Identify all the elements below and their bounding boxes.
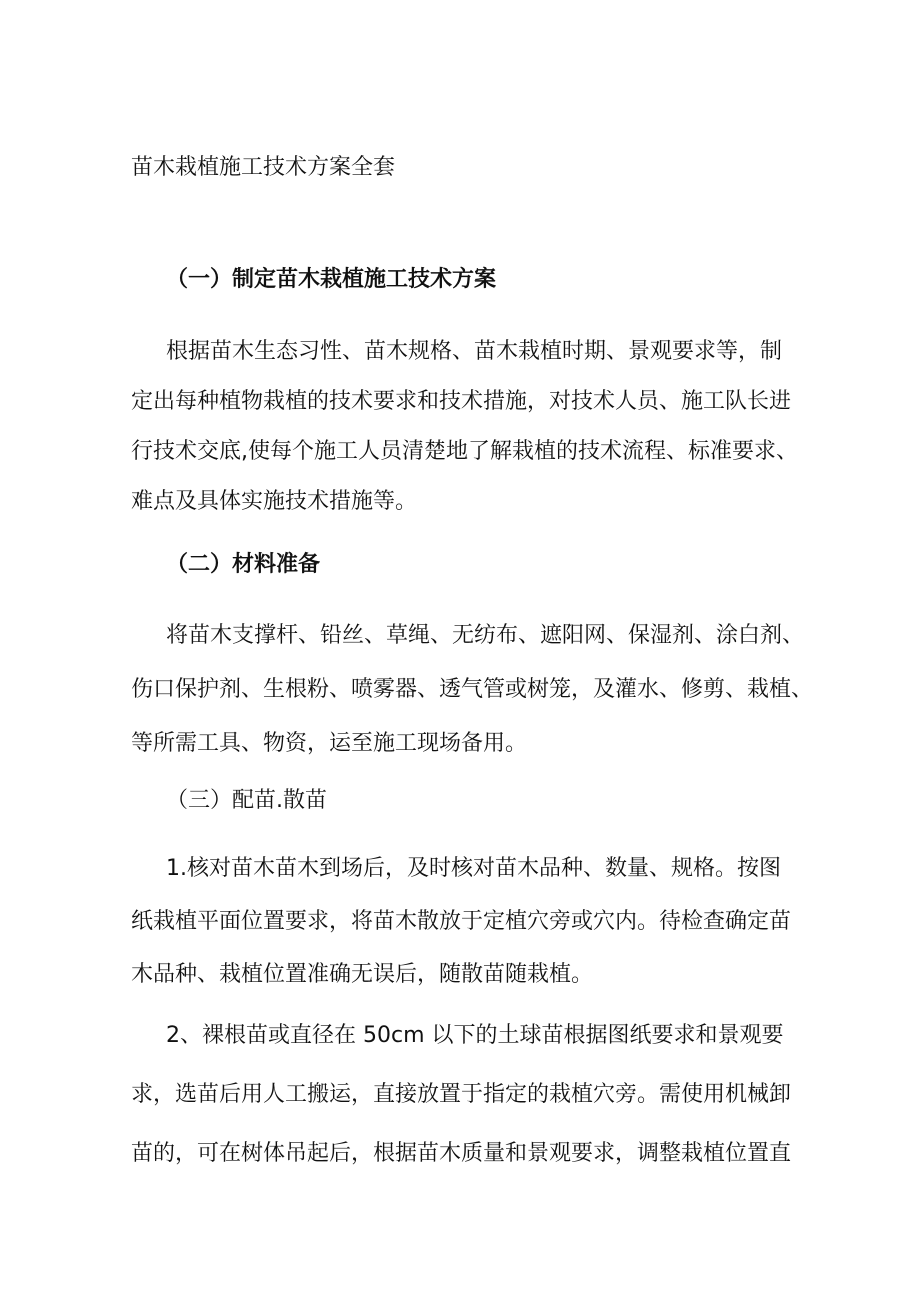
section-heading-1: （一）制定苗木栽植施工技术方案 (166, 267, 497, 292)
section-heading-3: （三）配苗.散苗 (166, 788, 327, 813)
paragraph-line: 难点及具体实施技术措施等。 (131, 489, 418, 514)
paragraph-line: 将苗木支撑杆、铅丝、草绳、无纺布、遮阳网、保湿剂、涂白剂、 (166, 623, 805, 648)
paragraph-line: 木品种、栽植位置准确无误后，随散苗随栽植。 (131, 962, 594, 987)
paragraph-line: 伤口保护剂、生根粉、喷雾器、透气管或树笼，及灌水、修剪、栽植、 (131, 677, 814, 702)
section-2-paragraph (131, 620, 821, 760)
paragraph-line: 根据苗木生态习性、苗木规格、苗木栽植时期、景观要求等，制 (166, 339, 783, 364)
paragraph-line: 1.核对苗木苗木到场后，及时核对苗木品种、数量、规格。按图 (166, 856, 781, 881)
paragraph-line: 苗的，可在树体吊起后，根据苗木质量和景观要求，调整栽植位置直 (131, 1141, 792, 1166)
paragraph-line: 等所需工具、物资，运至施工现场备用。 (131, 731, 528, 756)
section-1-paragraph (131, 336, 821, 518)
section-3-paragraph-1 (131, 853, 821, 991)
document-title: 苗木栽植施工技术方案全套 (131, 155, 396, 180)
paragraph-line: 纸栽植平面位置要求，将苗木散放于定植穴旁或穴内。待检查确定苗 (131, 909, 792, 934)
paragraph-line: 求，选苗后用人工搬运，直接放置于指定的栽植穴旁。需使用机械卸 (131, 1082, 792, 1107)
paragraph-line: 定出每种植物栽植的技术要求和技术措施，对技术人员、施工队长进 (131, 389, 792, 414)
paragraph-line: 2、裸根苗或直径在 50cm 以下的土球苗根据图纸要求和景观要 (166, 1023, 784, 1048)
paragraph-line: 行技术交底,使每个施工人员清楚地了解栽植的技术流程、标准要求、 (131, 439, 798, 464)
section-heading-2: （二）材料准备 (166, 552, 321, 577)
section-3-paragraph-2 (131, 1020, 821, 1170)
